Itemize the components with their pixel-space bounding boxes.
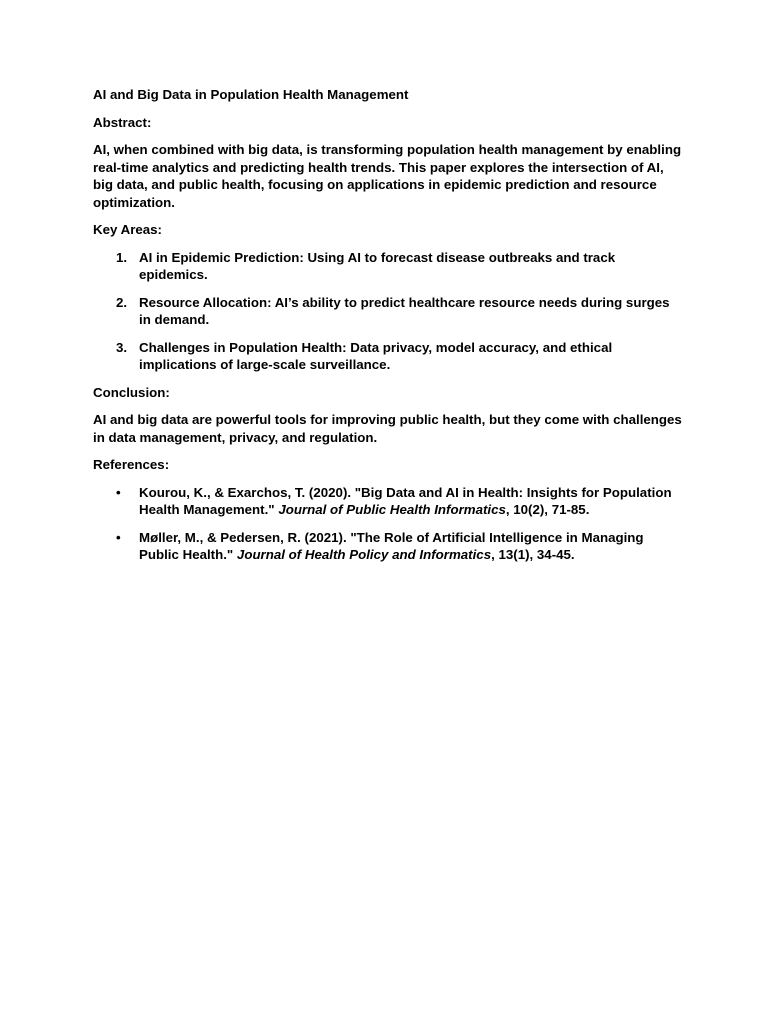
reference-item <box>116 529 683 564</box>
references-heading: References: <box>93 457 170 472</box>
list-item-text: Resource Allocation: AI’s ability to predict healthcare resource needs during surges in demand. <box>139 294 670 327</box>
key-areas-list <box>93 249 683 374</box>
list-item-text: AI in Epidemic Prediction: Using AI to forecast disease outbreaks and track epidemics. <box>139 249 616 282</box>
reference-journal: Journal of Public Health Informatics <box>278 502 506 517</box>
references-list <box>93 484 683 564</box>
reference-text: Kourou, K., & Exarchos, T. (2020). "Big Data and AI in Health: Insights for Population Health Management." <box>139 484 672 517</box>
reference-item <box>116 484 683 519</box>
conclusion-text: AI and big data are powerful tools for improving public health, but they come with challenges in data management, privacy, and regulation. <box>93 412 682 445</box>
reference-journal: Journal of Health Policy and Informatics <box>236 547 492 562</box>
abstract-heading: Abstract: <box>93 114 152 130</box>
document-page <box>93 86 683 574</box>
bullet-icon: • <box>116 484 121 500</box>
list-number: 1. <box>116 249 128 265</box>
list-item <box>116 294 683 329</box>
list-number: 3. <box>116 339 128 355</box>
document-title: AI and Big Data in Population Health Management <box>93 87 409 102</box>
list-item <box>116 249 683 284</box>
list-item <box>116 339 683 374</box>
abstract-text: AI, when combined with big data, is transforming population health management by enabling real-time analytics and predicting health trends. This paper explores the intersection of AI, big data, and public health, focusing on applications in epidemic prediction and resource optimization. <box>93 142 682 210</box>
reference-text: Møller, M., & Pedersen, R. (2021). "The Role of Artificial Intelligence in Managing Public Health." <box>139 529 644 562</box>
list-item-text: Challenges in Population Health: Data privacy, model accuracy, and ethical implications of large-scale surveillance. <box>139 339 613 372</box>
key-areas-heading: Key Areas: <box>93 222 162 237</box>
reference-details: , 13(1), 34-45. <box>491 547 575 562</box>
conclusion-heading: Conclusion: <box>93 384 170 400</box>
reference-details: , 10(2), 71-85. <box>505 502 590 517</box>
list-number: 2. <box>116 294 128 310</box>
bullet-icon: • <box>116 529 121 545</box>
